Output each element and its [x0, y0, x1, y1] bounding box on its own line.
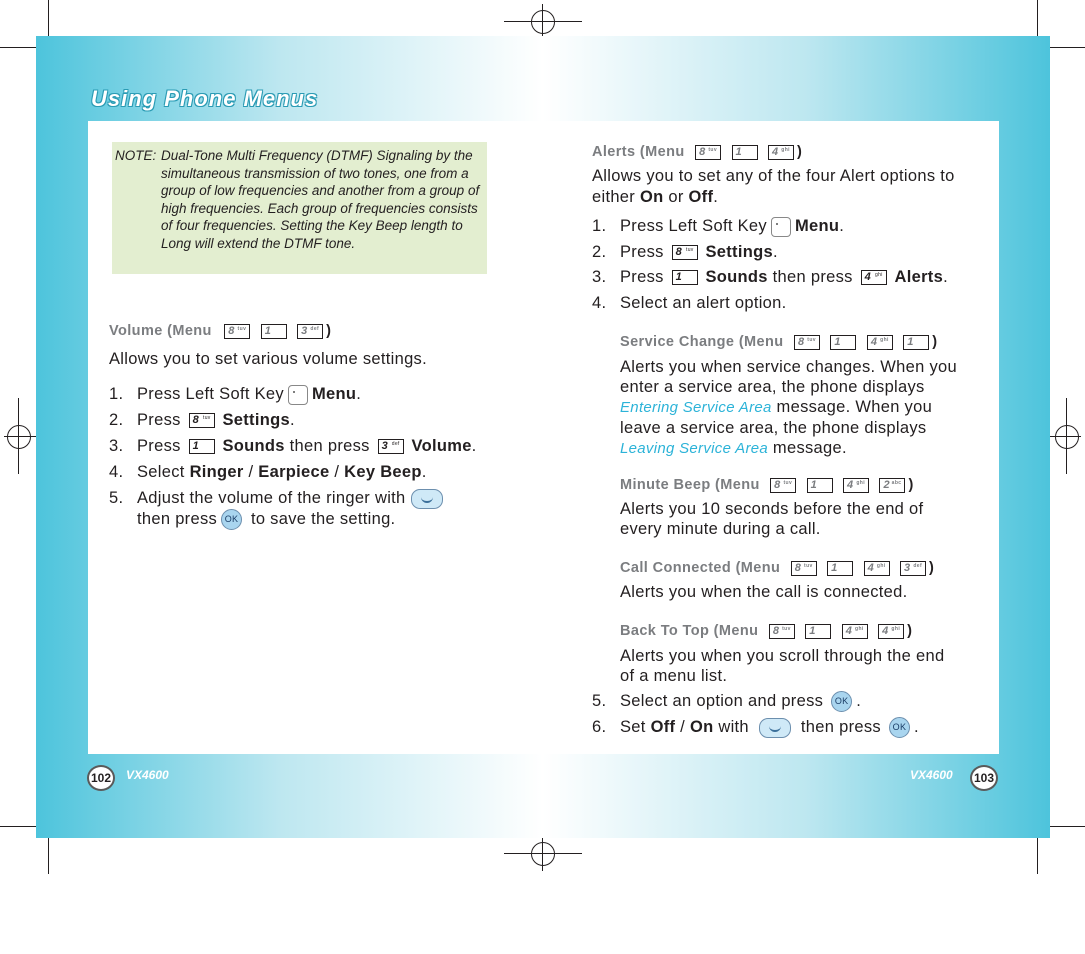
- alerts-step-5: 5. Select an option and press OK .: [592, 691, 861, 712]
- key-8-icon: 8 tuv: [224, 324, 250, 339]
- alerts-step-6: 6. Set Off / On with then press OK .: [592, 717, 919, 738]
- alerts-intro-line1: Allows you to set any of the four Alert options to: [592, 167, 955, 185]
- key-4-icon: 4 ghi: [867, 335, 893, 350]
- crop-mark: [1037, 0, 1038, 37]
- alerts-step-3: 3. Press 1 Sounds then press 4 ghi Alerts.: [592, 268, 948, 286]
- alerts-step-1: 1. Press Left Soft Key Menu.: [592, 217, 845, 235]
- key-8-icon: 8 tuv: [672, 245, 698, 260]
- volume-step-4: 4. Select Ringer / Earpiece / Key Beep.: [109, 463, 427, 481]
- crop-mark: [1049, 826, 1085, 827]
- crop-mark: [48, 838, 49, 874]
- service-change-heading: Service Change (Menu 8 tuv 1 4 ghi 1 ): [620, 334, 938, 350]
- volume-step-5: 5. Adjust the volume of the ringer with: [109, 488, 448, 509]
- crop-mark: [0, 47, 37, 48]
- volume-step-3: 3. Press 1 Sounds then press 3 def Volume.: [109, 437, 477, 455]
- alerts-step-2: 2. Press 8 tuv Settings.: [592, 243, 778, 261]
- crop-mark: [48, 0, 49, 37]
- service-change-text: Alerts you when service changes. When you enter a service area, the phone displays Entering Service Area message. When you leave a service area, the phone displays Leaving Service Area message.: [620, 358, 957, 457]
- key-1-icon: 1: [827, 561, 853, 576]
- ok-key-icon: OK: [889, 717, 910, 738]
- page-number-left: 102: [87, 765, 115, 791]
- page-header-title: Using Phone Menus: [91, 86, 319, 111]
- key-8-icon: 8 tuv: [695, 145, 721, 160]
- key-1-icon: 1: [261, 324, 287, 339]
- registration-mark: [531, 842, 555, 866]
- note-label: NOTE:: [115, 148, 157, 163]
- ok-key-icon: OK: [221, 509, 242, 530]
- key-1-icon: 1: [903, 335, 929, 350]
- key-1-icon: 1: [830, 335, 856, 350]
- key-1-icon: 1: [805, 624, 831, 639]
- key-4-icon: 4 ghi: [768, 145, 794, 160]
- key-8-icon: 8 tuv: [794, 335, 820, 350]
- crop-mark: [0, 826, 37, 827]
- key-8-icon: 8 tuv: [769, 624, 795, 639]
- footer-model-right: VX4600: [910, 768, 953, 782]
- volume-step-5-cont: then press OK to save the setting.: [137, 509, 395, 530]
- key-4-icon: 4 ghi: [878, 624, 904, 639]
- registration-mark: [7, 425, 31, 449]
- key-8-icon: 8 tuv: [770, 478, 796, 493]
- note-text: Dual-Tone Multi Frequency (DTMF) Signaling by the simultaneous transmission of two tones, one from a group of low frequencies and another from a group of high frequencies. Each group of frequencies consists of four frequencies. Setting the Key Beep length to Long will extend the DTMF tone.: [161, 148, 480, 251]
- key-1-icon: 1: [807, 478, 833, 493]
- key-3-icon: 3 def: [900, 561, 926, 576]
- key-4-icon: 4 ghi: [864, 561, 890, 576]
- alerts-intro-line2: either On or Off.: [592, 188, 719, 206]
- crop-mark: [1037, 838, 1038, 874]
- note-box: [112, 142, 487, 274]
- volume-step-1: 1. Press Left Soft Key Menu.: [109, 385, 362, 403]
- key-1-icon: 1: [672, 270, 698, 285]
- alerts-step-4: 4. Select an alert option.: [592, 294, 787, 312]
- volume-intro: Allows you to set various volume settings.: [109, 350, 427, 368]
- key-3-icon: 3 def: [297, 324, 323, 339]
- minute-beep-text: Alerts you 10 seconds before the end of every minute during a call.: [620, 500, 924, 538]
- registration-mark: [1055, 425, 1079, 449]
- left-soft-key-icon: [288, 385, 308, 405]
- registration-mark: [531, 10, 555, 34]
- navigation-key-icon: [759, 718, 791, 738]
- call-connected-text: Alerts you when the call is connected.: [620, 583, 908, 601]
- key-3-icon: 3 def: [378, 439, 404, 454]
- crop-mark: [1049, 47, 1085, 48]
- key-1-icon: 1: [189, 439, 215, 454]
- ok-key-icon: OK: [831, 691, 852, 712]
- key-4-icon: 4 ghi: [842, 624, 868, 639]
- back-to-top-heading: Back To Top (Menu 8 tuv 1 4 ghi 4 ghi ): [620, 623, 913, 639]
- key-4-icon: 4 ghi: [861, 270, 887, 285]
- back-to-top-text: Alerts you when you scroll through the end of a menu list.: [620, 647, 945, 685]
- minute-beep-heading: Minute Beep (Menu 8 tuv 1 4 ghi 2 abc ): [620, 477, 914, 493]
- key-8-icon: 8 tuv: [791, 561, 817, 576]
- volume-heading-text: Volume (Menu: [109, 323, 212, 339]
- navigation-key-icon: [411, 489, 443, 509]
- footer-model-left: VX4600: [126, 768, 169, 782]
- page-number-right: 103: [970, 765, 998, 791]
- volume-heading: Volume (Menu 8 tuv 1 3 def ): [109, 323, 332, 339]
- key-4-icon: 4 ghi: [843, 478, 869, 493]
- key-8-icon: 8 tuv: [189, 413, 215, 428]
- key-2-icon: 2 abc: [879, 478, 905, 493]
- volume-step-2: 2. Press 8 tuv Settings.: [109, 411, 295, 429]
- left-soft-key-icon: [771, 217, 791, 237]
- key-1-icon: 1: [732, 145, 758, 160]
- alerts-heading: Alerts (Menu 8 tuv 1 4 ghi ): [592, 144, 803, 160]
- call-connected-heading: Call Connected (Menu 8 tuv 1 4 ghi 3 def ): [620, 560, 935, 576]
